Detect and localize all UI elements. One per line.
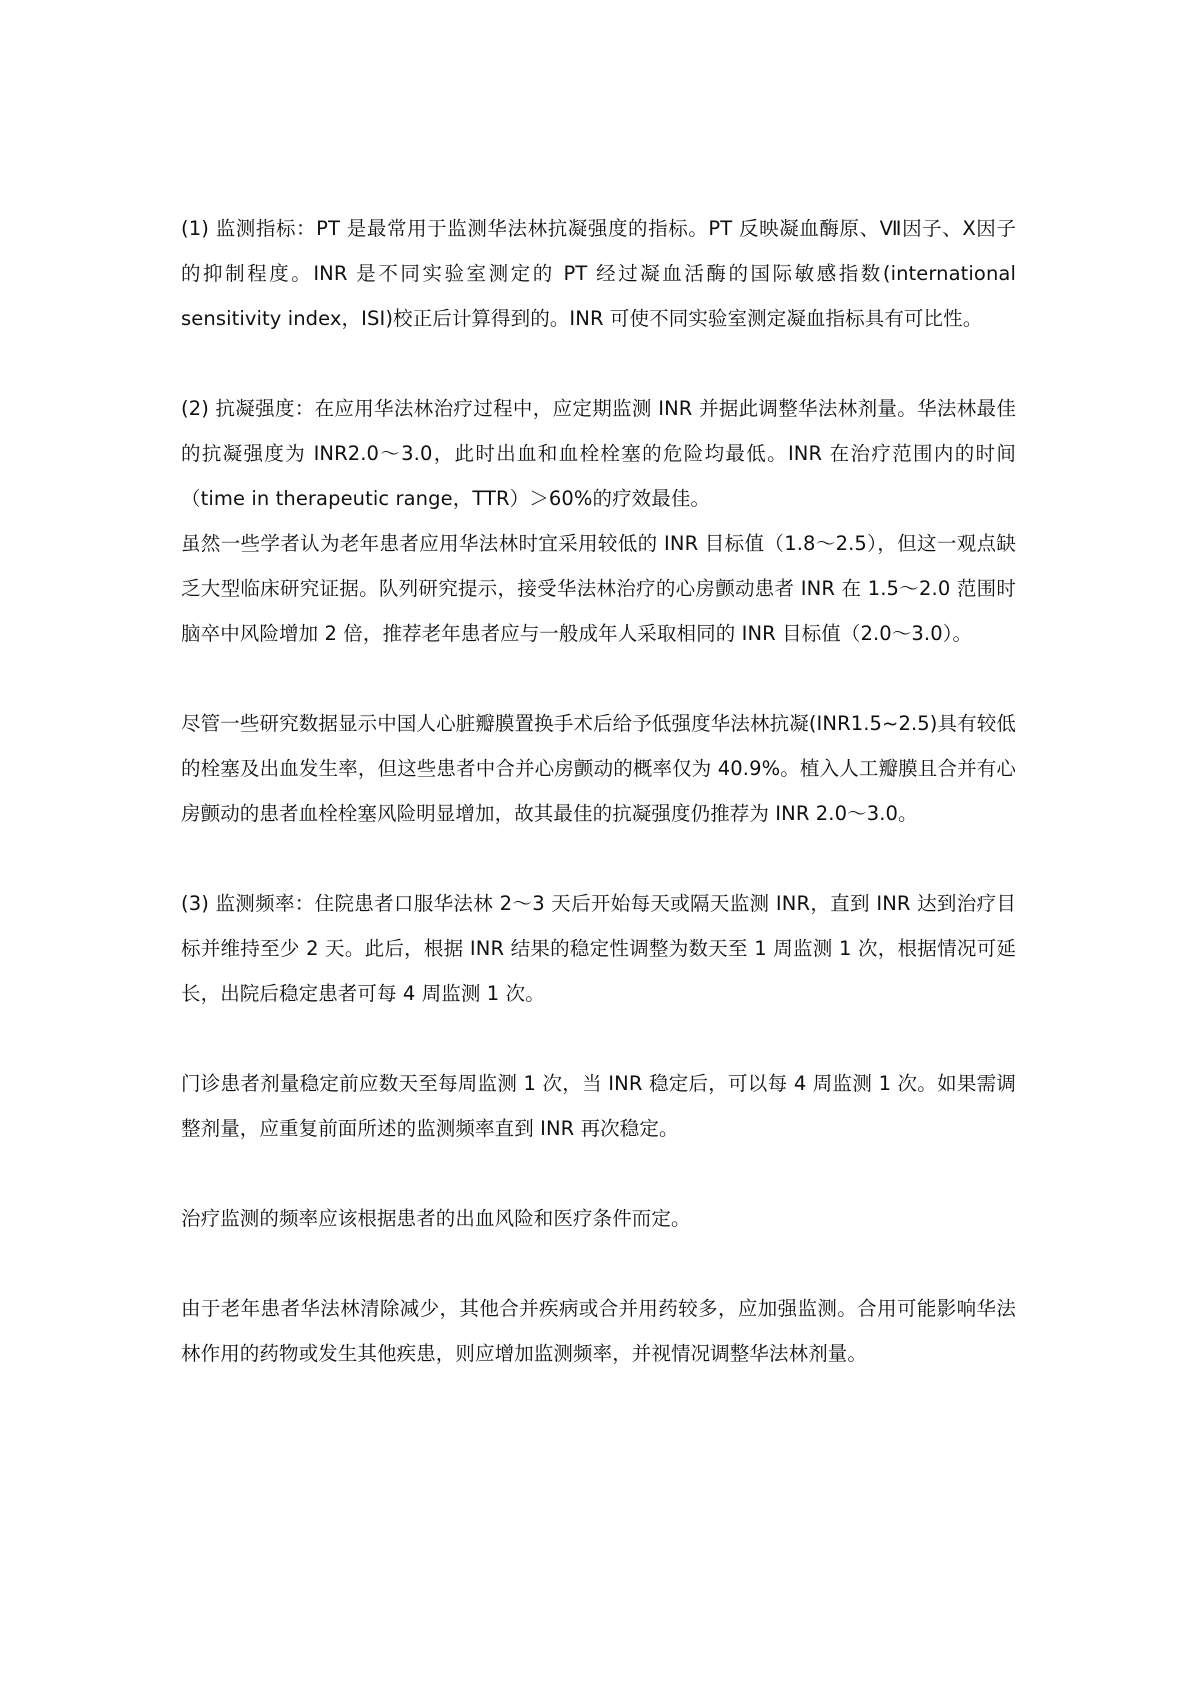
paragraph-monitoring-index: (1) 监测指标：PT 是最常用于监测华法林抗凝强度的指标。PT 反映凝血酶原、Ⅶ因子、Ⅹ因子的抑制程度。INR 是不同实验室测定的 PT 经过凝血活酶的国际敏感指数(international sensitivity index，ISI)校正后计算得到的。INR 可使不同实验室测定凝血指标具有可比性。 <box>181 217 1016 330</box>
paragraph-gap <box>181 341 1016 386</box>
paragraph-gap <box>181 1151 1016 1196</box>
paragraph-outpatient: 门诊患者剂量稳定前应数天至每周监测 1 次，当 INR 稳定后，可以每 4 周监测 1 次。如果需调整剂量，应重复前面所述的监测频率直到 INR 再次稳定。 <box>181 1072 1016 1140</box>
paragraph-monitoring-frequency: (3) 监测频率：住院患者口服华法林 2～3 天后开始每天或隔天监测 INR，直到 INR 达到治疗目标并维持至少 2 天。此后，根据 INR 结果的稳定性调整为数天至 1 周监测 1 次，根据情况可延长，出院后稳定患者可每 4 周监测 1 次。 <box>181 892 1016 1005</box>
paragraph-gap <box>181 836 1016 881</box>
paragraph-elderly-target: 虽然一些学者认为老年患者应用华法林时宜采用较低的 INR 目标值（1.8～2.5），但这一观点缺乏大型临床研究证据。队列研究提示，接受华法林治疗的心房颤动患者 INR 在 1.5～2.0 范围时脑卒中风险增加 2 倍，推荐老年患者应与一般成年人采取相同的 INR 目标值（2.0～3.0）。 <box>181 532 1016 645</box>
paragraph-gap <box>181 656 1016 701</box>
paragraph-elderly-monitoring: 由于老年患者华法林清除减少，其他合并疾病或合并用药较多，应加强监测。合用可能影响华法林作用的药物或发生其他疾患，则应增加监测频率，并视情况调整华法林剂量。 <box>181 1297 1016 1365</box>
paragraph-gap <box>181 1241 1016 1286</box>
paragraph-frequency-basis: 治疗监测的频率应该根据患者的出血风险和医疗条件而定。 <box>181 1207 691 1230</box>
paragraph-valve-replacement: 尽管一些研究数据显示中国人心脏瓣膜置换手术后给予低强度华法林抗凝(INR1.5~2.5)具有较低的栓塞及出血发生率，但这些患者中合并心房颤动的概率仅为 40.9%。植入人工瓣膜且合并有心房颤动的患者血栓栓塞风险明显增加，故其最佳的抗凝强度仍推荐为 INR 2.0～3.0。 <box>181 712 1016 825</box>
paragraph-gap <box>181 1016 1016 1061</box>
document-body <box>181 206 1016 1376</box>
paragraph-anticoagulation-intensity: (2) 抗凝强度：在应用华法林治疗过程中，应定期监测 INR 并据此调整华法林剂量。华法林最佳的抗凝强度为 INR2.0～3.0，此时出血和血栓栓塞的危险均最低。INR 在治疗范围内的时间（time in therapeutic range，TTR）＞60%的疗效最佳。 <box>181 397 1016 510</box>
